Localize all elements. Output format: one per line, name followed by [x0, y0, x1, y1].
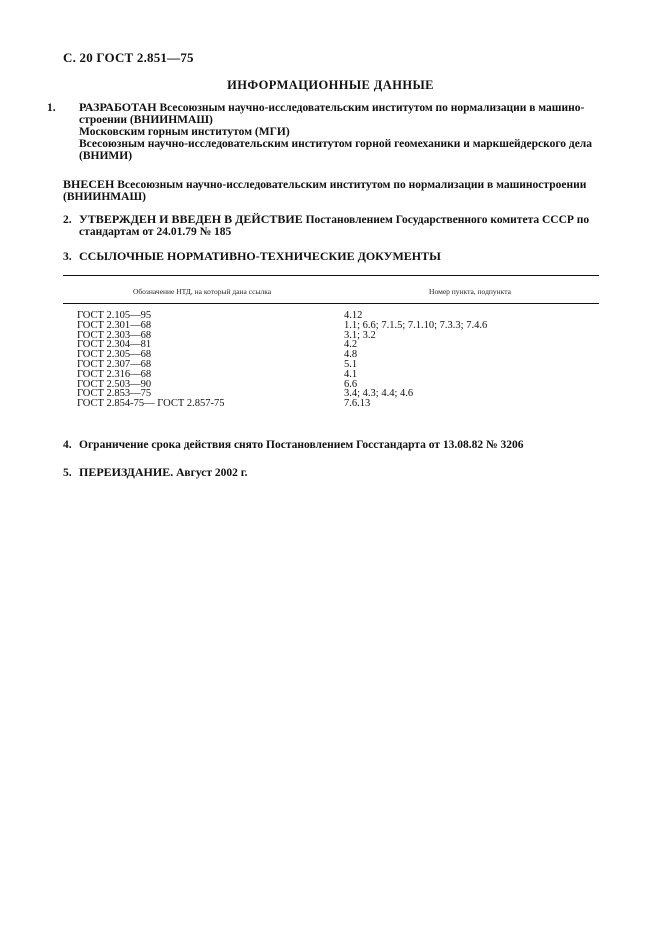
table-row-doc: ГОСТ 2.307—68	[77, 358, 152, 370]
introduced-line-1: Всесоюзным научно-исследовательским институтом по нормализации в машиностроении	[114, 179, 587, 191]
table-row-doc: ГОСТ 2.503—90	[77, 378, 152, 390]
table-header-clause: Номер пункта, подпункта	[429, 287, 511, 296]
item-1-line-3: Московским горным институтом (МГИ)	[79, 126, 290, 138]
item-1-number: 1.	[47, 102, 56, 114]
item-5-reissue	[63, 466, 603, 479]
table-row-ref: 1.1; 6.6; 7.1.5; 7.1.10; 7.3.3; 7.4.6	[344, 319, 488, 331]
table-row-ref: 6.6	[344, 378, 358, 390]
table-row-ref: 4.2	[344, 339, 358, 351]
item-2-line-1: Постановлением Государственного комитета СССР по	[302, 214, 590, 226]
table-row-doc: ГОСТ 2.301—68	[77, 319, 152, 331]
section-title: ИНФОРМАЦИОННЫЕ ДАННЫЕ	[227, 78, 434, 92]
table-clause-column	[344, 311, 487, 409]
item-1-developed-by	[47, 100, 603, 162]
item-4-validity	[63, 439, 603, 451]
item-1-line-2: строении (ВНИИНМАШ)	[79, 114, 213, 126]
table-header-rule	[63, 303, 599, 304]
table-row-ref: 3.1; 3.2	[344, 329, 376, 341]
item-5-date: Август 2002 г.	[173, 467, 248, 479]
item-1-line-4: Всесоюзным научно-исследовательским институтом горной геомеханики и маркшейдерского дела	[79, 138, 593, 150]
item-3-references	[63, 250, 603, 263]
item-1-line-1: Всесоюзным научно-исследовательским институтом по нормализации в машино-	[156, 102, 585, 114]
table-row-doc: ГОСТ 2.304—81	[77, 339, 152, 351]
item-1-line-5: (ВНИМИ)	[79, 150, 133, 162]
item-5-number: 5.	[63, 467, 72, 479]
introduced-heading: ВНЕСЕН	[63, 177, 115, 191]
table-row-doc: ГОСТ 2.305—68	[77, 349, 152, 361]
item-3-number: 3.	[63, 251, 72, 263]
item-4-text: Ограничение срока действия снято Постановлением Госстандарта от 13.08.82 № 3206	[79, 439, 524, 451]
table-row-doc: ГОСТ 2.316—68	[77, 368, 152, 380]
item-1-heading: РАЗРАБОТАН	[79, 100, 157, 114]
table-top-rule	[63, 275, 599, 276]
item-5-heading: ПЕРЕИЗДАНИЕ.	[79, 465, 174, 479]
table-document-column	[77, 311, 225, 409]
item-2-heading: УТВЕРЖДЕН И ВВЕДЕН В ДЕЙСТВИЕ	[79, 212, 303, 226]
table-row-ref: 5.1	[344, 358, 358, 370]
introduced-by	[63, 178, 603, 203]
item-2-approved	[63, 213, 603, 238]
table-row-doc: ГОСТ 2.303—68	[77, 329, 152, 341]
table-row-doc: ГОСТ 2.854-75— ГОСТ 2.857-75	[77, 398, 225, 410]
table-row-ref: 3.4; 4.3; 4.4; 4.6	[344, 388, 414, 400]
page-header: С. 20 ГОСТ 2.851—75	[63, 50, 194, 65]
table-row-doc: ГОСТ 2.853—75	[77, 388, 152, 400]
table-header-document: Обозначение НТД, на который дана ссылка	[132, 287, 272, 296]
introduced-line-2: (ВНИИНМАШ)	[63, 191, 146, 203]
table-row-ref: 4.1	[344, 368, 358, 380]
table-row-ref: 7.6.13	[344, 398, 371, 410]
table-row-ref: 4.12	[344, 310, 363, 321]
table-row-doc: ГОСТ 2.105—95	[77, 310, 152, 321]
table-row-ref: 4.8	[344, 349, 358, 361]
item-2-number: 2.	[63, 214, 72, 226]
item-4-number: 4.	[63, 439, 72, 451]
item-3-heading: ССЫЛОЧНЫЕ НОРМАТИВНО-ТЕХНИЧЕСКИЕ ДОКУМЕНТЫ	[79, 249, 441, 263]
item-2-line-2: стандартам от 24.01.79 № 185	[79, 226, 232, 238]
